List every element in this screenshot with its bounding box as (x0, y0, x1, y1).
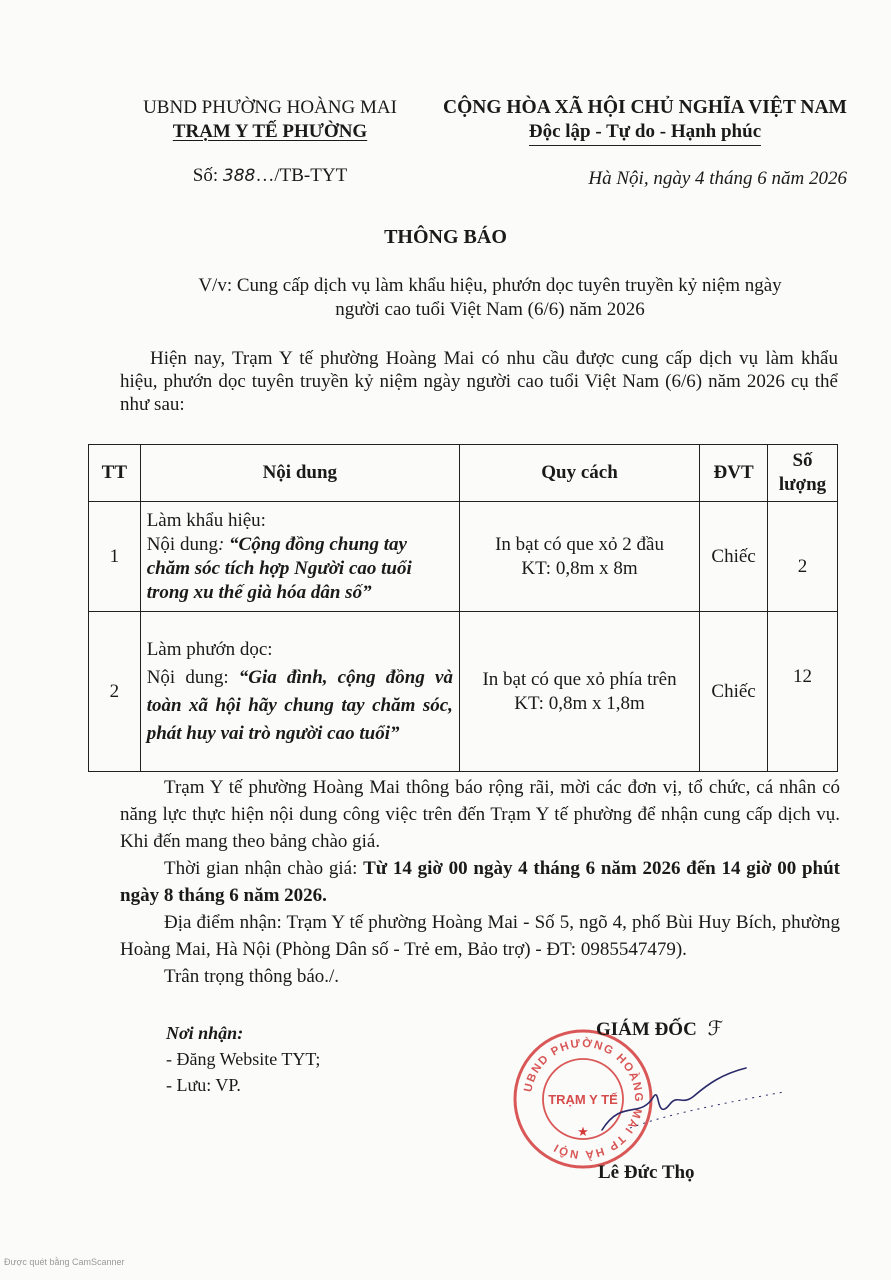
recipient-item: - Lưu: VP. (166, 1075, 241, 1095)
row-content (140, 612, 459, 772)
doc-number-label: Số: (192, 165, 219, 186)
location-paragraph: Địa điểm nhận: Trạm Y tế phường Hoàng Mai - Số 5, ngõ 4, phố Bùi Huy Bích, phường Hoàng Mai, Hà Nội (Phòng Dân số - Trẻ em, Bảo trợ) - ĐT: 0985547479). (120, 912, 840, 960)
content-quote: “Cộng đồng chung tay chăm sóc tích hợp Người cao tuổi trong xu thế già hóa dân số” (146, 533, 412, 603)
doc-number-value: 388 (222, 166, 256, 186)
row-item: Làm khẩu hiệu: (146, 509, 266, 531)
document-title: THÔNG BÁO (384, 226, 507, 248)
row-content-text (147, 533, 453, 605)
svg-text:★: ★ (577, 1125, 589, 1140)
header-qty (768, 445, 838, 502)
content-colon: : (223, 666, 239, 688)
content-label: Nội dung (146, 533, 218, 555)
svg-text:UBND PHƯỜNG HOÀNG MAI TP HÀ NỘ: UBND PHƯỜNG HOÀNG MAI TP HÀ NỘI (522, 1037, 645, 1161)
row-unit: Chiếc (700, 502, 768, 612)
time-value: Từ 14 giờ 00 ngày 4 tháng 6 năm 2026 đến 14 giờ 00 phút ngày 8 tháng 6 năm 2026. (120, 858, 840, 906)
spec-line2: KT: 0,8m x 1,8m (514, 692, 645, 714)
signer-name: Lê Đức Thọ (598, 1162, 695, 1183)
row-content-text (147, 664, 453, 748)
row-tt: 1 (89, 502, 141, 612)
row-unit: Chiếc (700, 612, 768, 772)
header-unit: ĐVT (700, 445, 768, 502)
nation-title: CỘNG HÒA XÃ HỘI CHỦ NGHĨA VIỆT NAM (443, 97, 847, 118)
regards-line: Trân trọng thông báo./. (164, 966, 340, 987)
recipients-block (166, 1020, 320, 1098)
content-quote: “Gia đình, cộng đồng và toàn xã hội hãy chung tay chăm sóc, phát huy vai trò người cao tuổi” (146, 666, 453, 744)
content-colon: : (217, 533, 230, 555)
header-content: Nội dung (140, 445, 459, 502)
row-qty: 12 (768, 612, 838, 772)
initial-mark-icon: ℱ (707, 1016, 724, 1040)
content-label: Nội dung (146, 666, 224, 688)
row-tt: 2 (89, 612, 141, 772)
table-header-row (89, 445, 838, 502)
org-name-line2: TRẠM Y TẾ PHƯỜNG (172, 121, 368, 142)
intro-paragraph: Hiện nay, Trạm Y tế phường Hoàng Mai có nhu cầu được cung cấp dịch vụ làm khẩu hiệu, phướn dọc tuyên truyền kỷ niệm ngày người cao tuổi Việt Nam (6/6) năm 2026 cụ thể như sau: (120, 348, 838, 415)
recipient-item: - Đăng Website TYT; (166, 1049, 321, 1069)
row-spec (459, 612, 699, 772)
doc-number-suffix: …/TB-TYT (255, 165, 348, 186)
table-row (89, 612, 838, 772)
org-name-line1: UBND PHƯỜNG HOÀNG MAI (143, 97, 397, 118)
document-date: Hà Nội, ngày 4 tháng 6 năm 2026 (588, 168, 847, 189)
header-spec: Quy cách (459, 445, 699, 502)
time-paragraph (120, 855, 840, 909)
doc-number (120, 164, 420, 188)
time-label: Thời gian nhận chào giá: (164, 858, 364, 879)
svg-text:TRẠM Y TẾ: TRẠM Y TẾ (548, 1092, 618, 1107)
header-qty-line1: Số (792, 450, 813, 471)
scanner-watermark: Được quét bằng CamScanner (4, 1257, 125, 1267)
signer-title-text: GIÁM ĐỐC (596, 1019, 697, 1040)
spec-line1: In bạt có que xỏ phía trên (482, 668, 677, 690)
row-item: Làm phướn dọc: (146, 638, 273, 660)
closing-paragraph: Trạm Y tế phường Hoàng Mai thông báo rộng rãi, mời các đơn vị, tổ chức, cá nhân có năng lực thực hiện nội dung công việc trên đến Trạm Y tế phường để nhận cung cấp dịch vụ. Khi đến mang theo bảng chào giá. (120, 777, 840, 852)
handwritten-signature (596, 1060, 796, 1160)
row-content (140, 502, 459, 612)
subject-line2: người cao tuổi Việt Nam (6/6) năm 2026 (335, 299, 645, 320)
motto: Độc lập - Tự do - Hạnh phúc (529, 120, 761, 146)
row-spec (459, 502, 699, 612)
spec-line1: In bạt có que xỏ 2 đầu (495, 533, 664, 555)
signer-title (596, 1016, 723, 1041)
row-qty: 2 (768, 502, 838, 612)
spec-line2: KT: 0,8m x 8m (521, 557, 638, 579)
closing-section (120, 774, 840, 990)
table-row (89, 502, 838, 612)
header-tt: TT (89, 445, 141, 502)
items-table (88, 444, 838, 772)
document-subject (140, 274, 840, 322)
subject-line1: V/v: Cung cấp dịch vụ làm khẩu hiệu, phướn dọc tuyên truyền kỷ niệm ngày (198, 275, 782, 296)
header-organization (120, 96, 420, 188)
recipients-label: Nơi nhận: (166, 1023, 244, 1043)
header-qty-line2: lượng (778, 474, 827, 495)
header-nation (430, 96, 860, 146)
